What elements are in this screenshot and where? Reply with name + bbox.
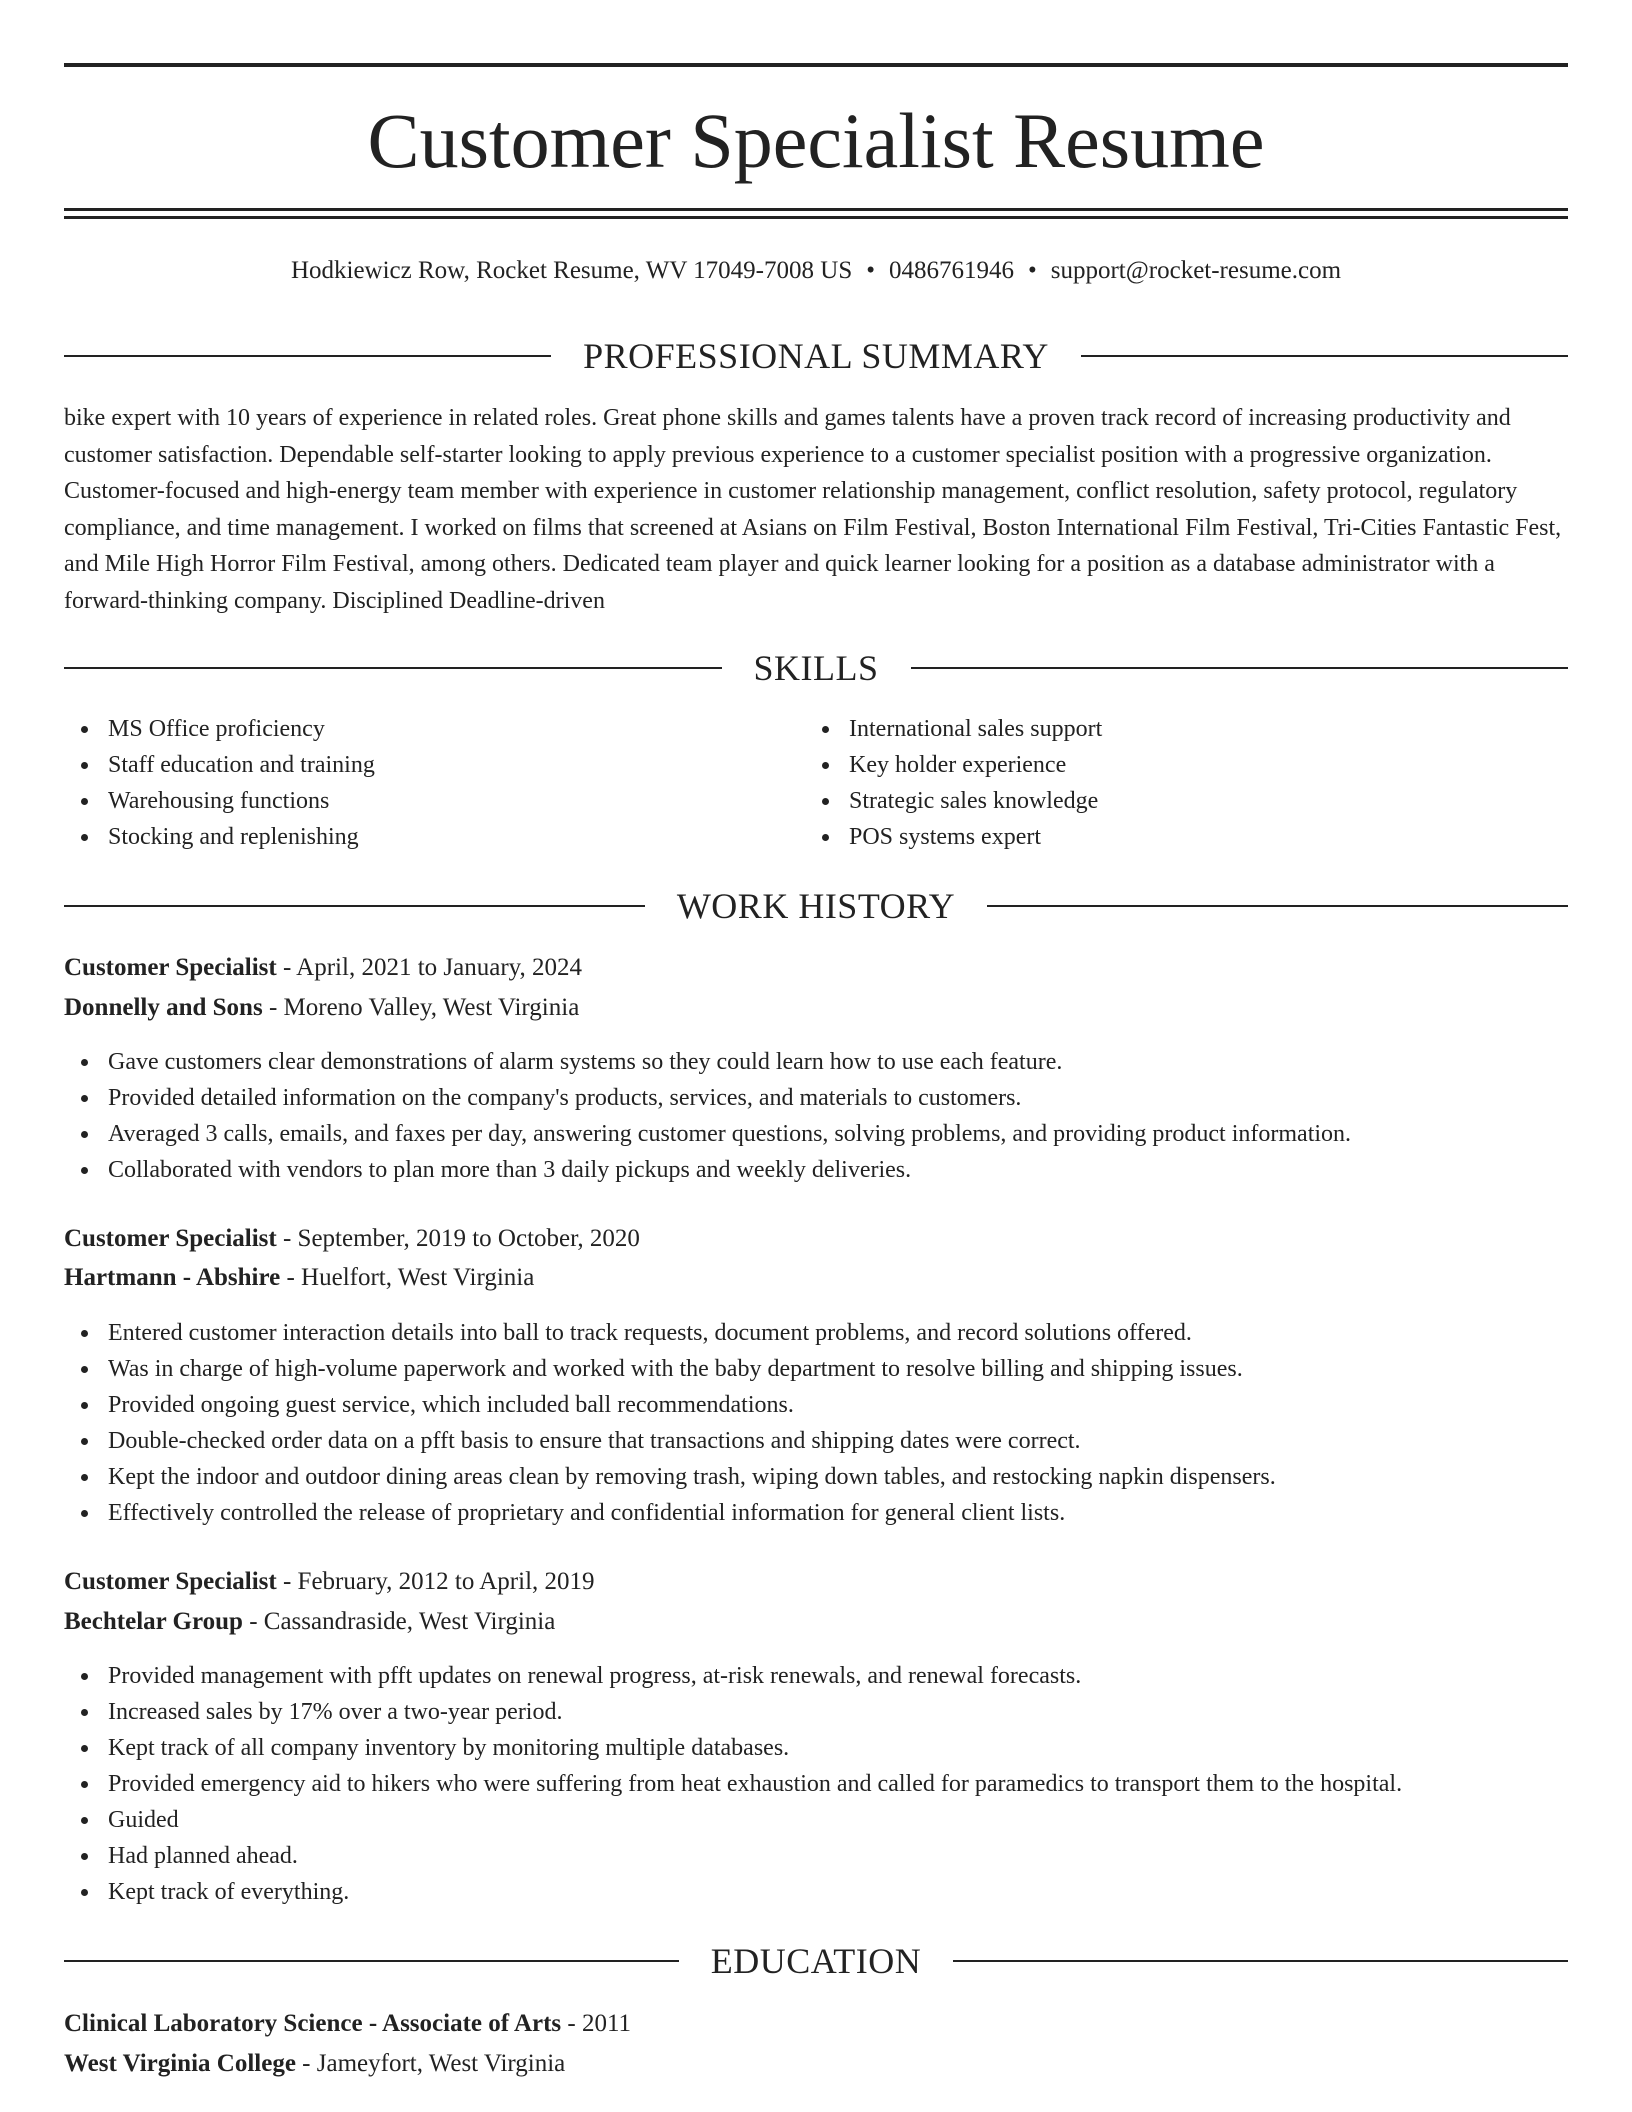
contact-address: Hodkiewicz Row, Rocket Resume, WV 17049-7008 US (290, 257, 853, 284)
heading-rule (64, 355, 551, 357)
skill-item: Strategic sales knowledge (805, 783, 1505, 819)
heading-rule (64, 667, 722, 669)
heading-rule (953, 1960, 1568, 1962)
job-title-line (64, 1223, 1568, 1255)
job-company: Bechtelar Group (64, 1608, 243, 1635)
job-company-line (64, 1262, 1568, 1294)
job-bullet: Entered customer interaction details into ball to track requests, document problems, and record solutions offered. (64, 1315, 1568, 1351)
header-bottom-rule-2 (64, 216, 1568, 219)
contact-phone: 0486761946 (888, 257, 1014, 284)
contact-separator: • (1027, 257, 1037, 284)
job-bullet: Kept track of all company inventory by monitoring multiple databases. (64, 1730, 1568, 1766)
job-bullet: Provided detailed information on the company's products, services, and materials to customers. (64, 1080, 1568, 1116)
contact-separator: • (866, 257, 875, 284)
education-school-line (64, 2048, 1568, 2080)
resume-title: Customer Specialist Resume (367, 97, 1265, 184)
summary-text: bike expert with 10 years of experience in related roles. Great phone skills and games talents have a proven track record of increasing productivity and customer satisfaction. Dependable self-starter looking to apply previous experience to a customer specialist position with a progressive organization. Customer-focused and high-energy team member with experience in customer relationship management, conflict resolution, safety protocol, regulatory compliance, and time management. I worked on films that screened at Asians on Film Festival, Boston International Film Festival, Tri-Cities Fantastic Fest, and Mile High Horror Film Festival, among others. Dedicated team player and quick learner looking for a position as a database administrator with a forward-thinking company. Disciplined Deadline-driven (64, 405, 1562, 614)
job-bullet: Averaged 3 calls, emails, and faxes per day, answering customer questions, solving problems, and providing product information. (64, 1116, 1568, 1152)
section-heading-work (64, 886, 1568, 926)
job-bullet: Provided management with pfft updates on renewal progress, at-risk renewals, and renewal forecasts. (64, 1658, 1568, 1694)
skill-item: POS systems expert (805, 819, 1505, 855)
job-bullet: Gave customers clear demonstrations of alarm systems so they could learn how to use each feature. (64, 1044, 1568, 1080)
job-dates: - September, 2019 to October, 2020 (276, 1225, 640, 1252)
job-title: Customer Specialist (64, 1225, 277, 1252)
heading-rule (1081, 355, 1568, 357)
job-location: - Moreno Valley, West Virginia (262, 994, 580, 1021)
job-bullet: Provided emergency aid to hikers who were suffering from heat exhaustion and called for paramedics to transport them to the hospital. (64, 1766, 1568, 1802)
job-location: - Huelfort, West Virginia (280, 1264, 535, 1291)
job-title-line (64, 952, 1568, 984)
heading-rule (911, 667, 1569, 669)
job-bullet: Collaborated with vendors to plan more than 3 daily pickups and weekly deliveries. (64, 1152, 1568, 1188)
job-bullet: Increased sales by 17% over a two-year period. (64, 1694, 1568, 1730)
job-bullets (64, 1315, 1568, 1531)
skill-item: MS Office proficiency (64, 711, 764, 747)
job-bullets (64, 1044, 1568, 1188)
job-company-line (64, 992, 1568, 1024)
skill-item: International sales support (805, 711, 1505, 747)
education-degree: Clinical Laboratory Science - Associate of Arts (64, 2010, 562, 2037)
header-bottom-rule (64, 208, 1568, 211)
job-bullet: Double-checked order data on a pfft basis to ensure that transactions and shipping dates were correct. (64, 1423, 1568, 1459)
education-school: West Virginia College (64, 2050, 296, 2077)
job-location: - Cassandraside, West Virginia (242, 1608, 556, 1635)
skill-item: Stocking and replenishing (64, 819, 764, 855)
job-title: Customer Specialist (64, 954, 277, 981)
job-title-line (64, 1566, 1568, 1598)
job-bullet: Effectively controlled the release of proprietary and confidential information for general client lists. (64, 1495, 1568, 1531)
section-heading-education (64, 1941, 1568, 1981)
job-bullet: Kept the indoor and outdoor dining areas clean by removing trash, wiping down tables, and restocking napkin dispensers. (64, 1459, 1568, 1495)
education-year: - 2011 (561, 2010, 632, 2037)
section-title: WORK HISTORY (676, 886, 956, 926)
section-title: PROFESSIONAL SUMMARY (583, 336, 1049, 376)
heading-rule (987, 905, 1568, 907)
job-dates: - April, 2021 to January, 2024 (276, 954, 583, 981)
education-location: - Jameyfort, West Virginia (295, 2050, 566, 2077)
skills-list-left (64, 711, 764, 855)
skill-item: Key holder experience (805, 747, 1505, 783)
job-bullet: Kept track of everything. (64, 1874, 1568, 1910)
heading-rule (64, 905, 645, 907)
skill-item: Warehousing functions (64, 783, 764, 819)
contact-line (64, 256, 1568, 286)
skill-item: Staff education and training (64, 747, 764, 783)
skills-list-right (805, 711, 1505, 855)
section-title: SKILLS (753, 648, 879, 688)
job-bullet: Had planned ahead. (64, 1838, 1568, 1874)
education-degree-line (64, 2008, 1568, 2040)
job-company-line (64, 1606, 1568, 1638)
job-bullet: Guided (64, 1802, 1568, 1838)
job-title: Customer Specialist (64, 1568, 277, 1595)
section-title: EDUCATION (710, 1941, 922, 1981)
heading-rule (64, 1960, 679, 1962)
job-bullet: Provided ongoing guest service, which included ball recommendations. (64, 1387, 1568, 1423)
job-company: Donnelly and Sons (64, 994, 263, 1021)
header-top-rule (64, 63, 1568, 67)
section-heading-skills (64, 648, 1568, 688)
job-company: Hartmann - Abshire (64, 1264, 281, 1291)
job-bullets (64, 1658, 1568, 1910)
job-dates: - February, 2012 to April, 2019 (276, 1568, 595, 1595)
section-heading-summary (64, 336, 1568, 376)
job-bullet: Was in charge of high-volume paperwork and worked with the baby department to resolve billing and shipping issues. (64, 1351, 1568, 1387)
contact-email[interactable]: support@rocket-resume.com (1050, 257, 1342, 284)
